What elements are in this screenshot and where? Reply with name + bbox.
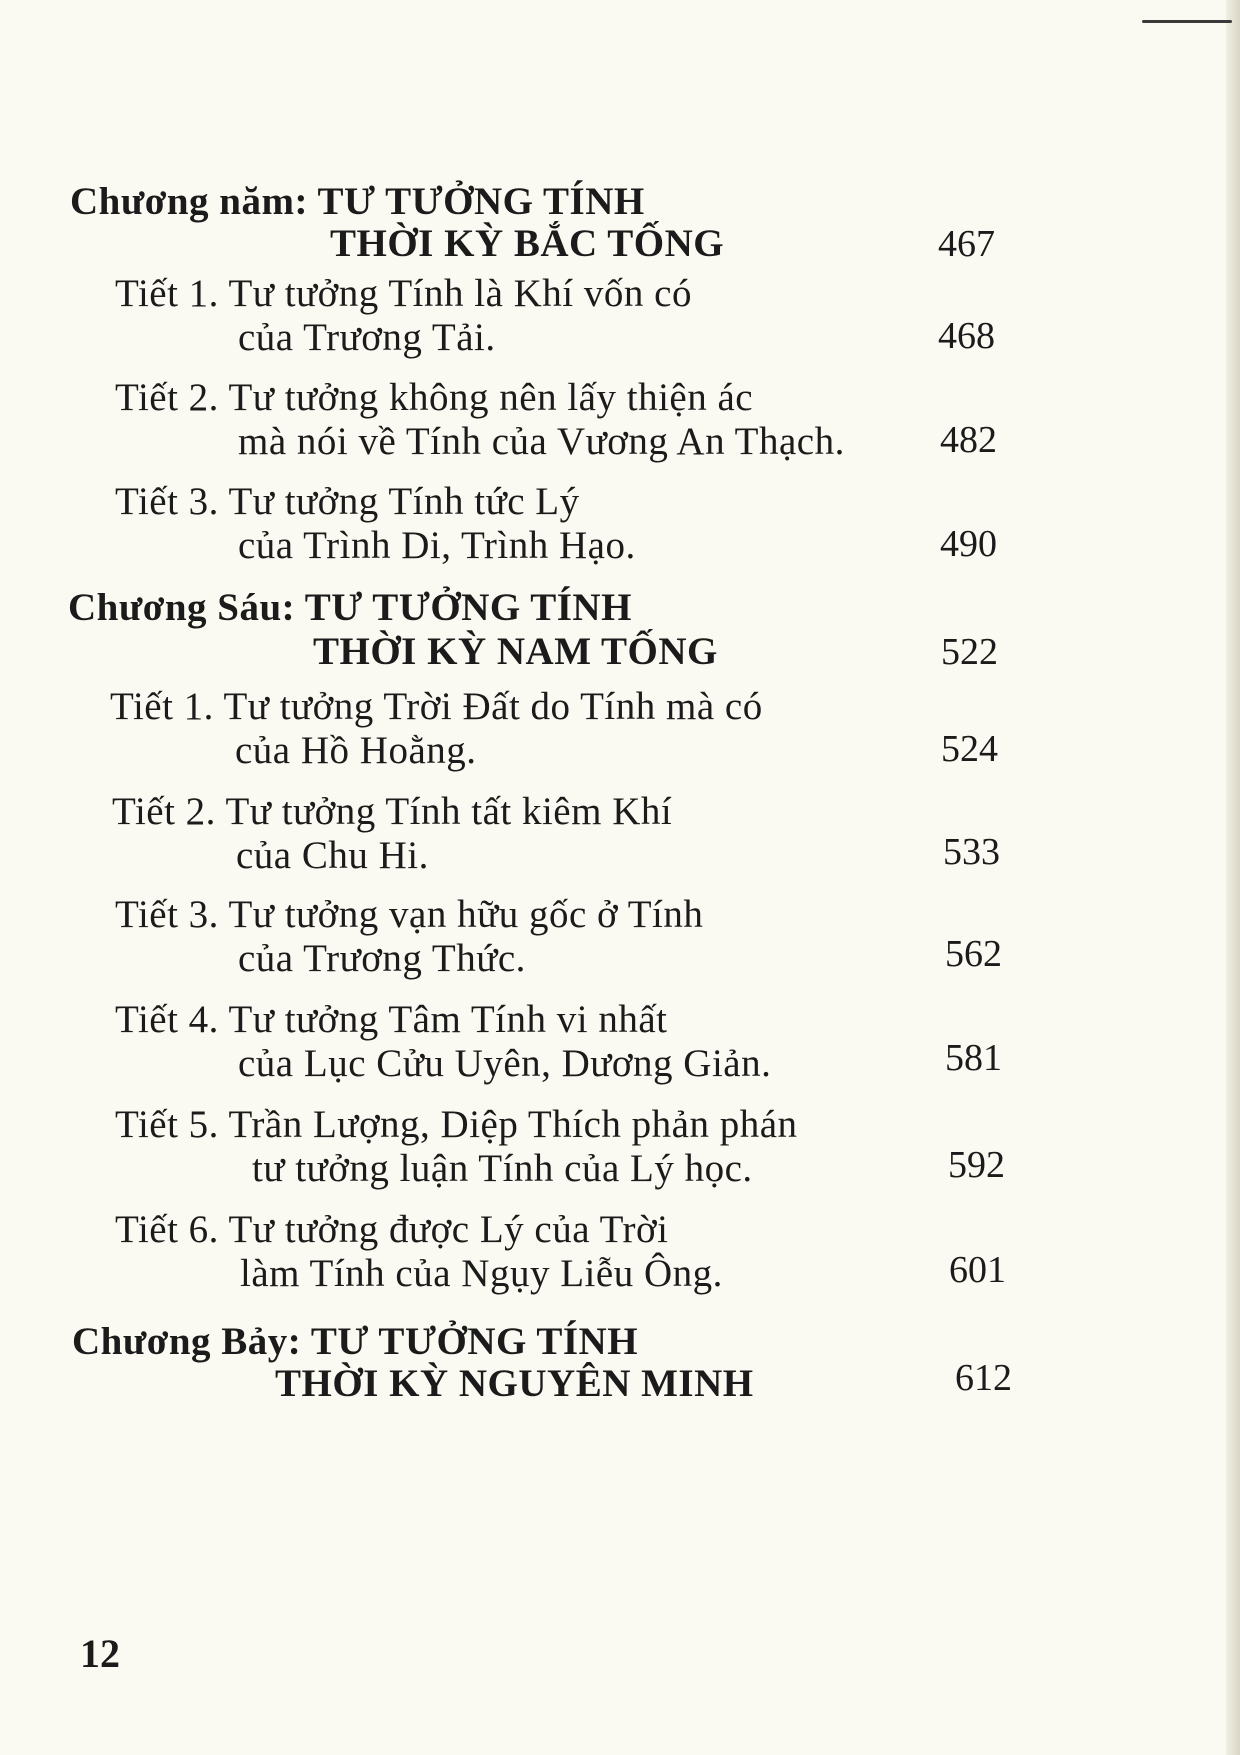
section-6-1-author: của Hồ Hoằng. <box>235 729 477 772</box>
section-5-2-title: Tiết 2. Tư tưởng không nên lấy thiện ác <box>115 376 754 419</box>
chapter-5-subtitle: THỜI KỲ BẮC TỐNG <box>330 222 725 265</box>
section-6-1-title: Tiết 1. Tư tưởng Trời Đất do Tính mà có <box>110 685 763 728</box>
section-6-2-author: của Chu Hi. <box>236 834 429 877</box>
chapter-6-subtitle: THỜI KỲ NAM TỐNG <box>313 630 718 673</box>
section-6-4-author: của Lục Cửu Uyên, Dương Giản. <box>238 1042 772 1085</box>
section-6-6-page: 601 <box>949 1249 1006 1291</box>
chapter-7-subtitle: THỜI KỲ NGUYÊN MINH <box>275 1362 754 1405</box>
section-6-4-title: Tiết 4. Tư tưởng Tâm Tính vi nhất <box>115 998 668 1041</box>
section-6-1-page: 524 <box>941 728 998 770</box>
section-5-2-author: mà nói về Tính của Vương An Thạch. <box>238 420 845 463</box>
chapter-5-page: 467 <box>938 223 995 265</box>
section-5-1-author: của Trương Tải. <box>238 316 496 359</box>
footer-page-number: 12 <box>80 1631 120 1676</box>
section-6-2-page: 533 <box>943 831 1000 873</box>
chapter-6-title: Chương Sáu: TƯ TƯỞNG TÍNH <box>68 586 632 629</box>
section-6-6-author: làm Tính của Ngụy Liễu Ông. <box>240 1252 723 1295</box>
section-6-3-title: Tiết 3. Tư tưởng vạn hữu gốc ở Tính <box>115 893 704 936</box>
chapter-6-page: 522 <box>941 631 998 673</box>
section-6-5-title: Tiết 5. Trần Lượng, Diệp Thích phản phán <box>115 1103 798 1146</box>
section-6-6-title: Tiết 6. Tư tưởng được Lý của Trời <box>115 1208 669 1251</box>
section-5-1-page: 468 <box>938 315 995 357</box>
section-6-4-page: 581 <box>945 1037 1002 1079</box>
section-5-2-page: 482 <box>940 419 997 461</box>
section-6-3-page: 562 <box>945 933 1002 975</box>
section-6-2-title: Tiết 2. Tư tưởng Tính tất kiêm Khí <box>112 790 673 833</box>
section-6-5-author: tư tưởng luận Tính của Lý học. <box>252 1147 753 1190</box>
chapter-7-page: 612 <box>955 1357 1012 1399</box>
chapter-5-title: Chương năm: TƯ TƯỞNG TÍNH <box>70 180 645 223</box>
section-5-3-title: Tiết 3. Tư tưởng Tính tức Lý <box>115 480 580 523</box>
section-5-3-author: của Trình Di, Trình Hạo. <box>238 524 636 567</box>
section-5-3-page: 490 <box>940 523 997 565</box>
section-6-3-author: của Trương Thức. <box>238 937 526 980</box>
section-5-1-title: Tiết 1. Tư tưởng Tính là Khí vốn có <box>115 272 692 315</box>
section-6-5-page: 592 <box>948 1144 1005 1186</box>
chapter-7-title: Chương Bảy: TƯ TƯỞNG TÍNH <box>72 1320 639 1363</box>
